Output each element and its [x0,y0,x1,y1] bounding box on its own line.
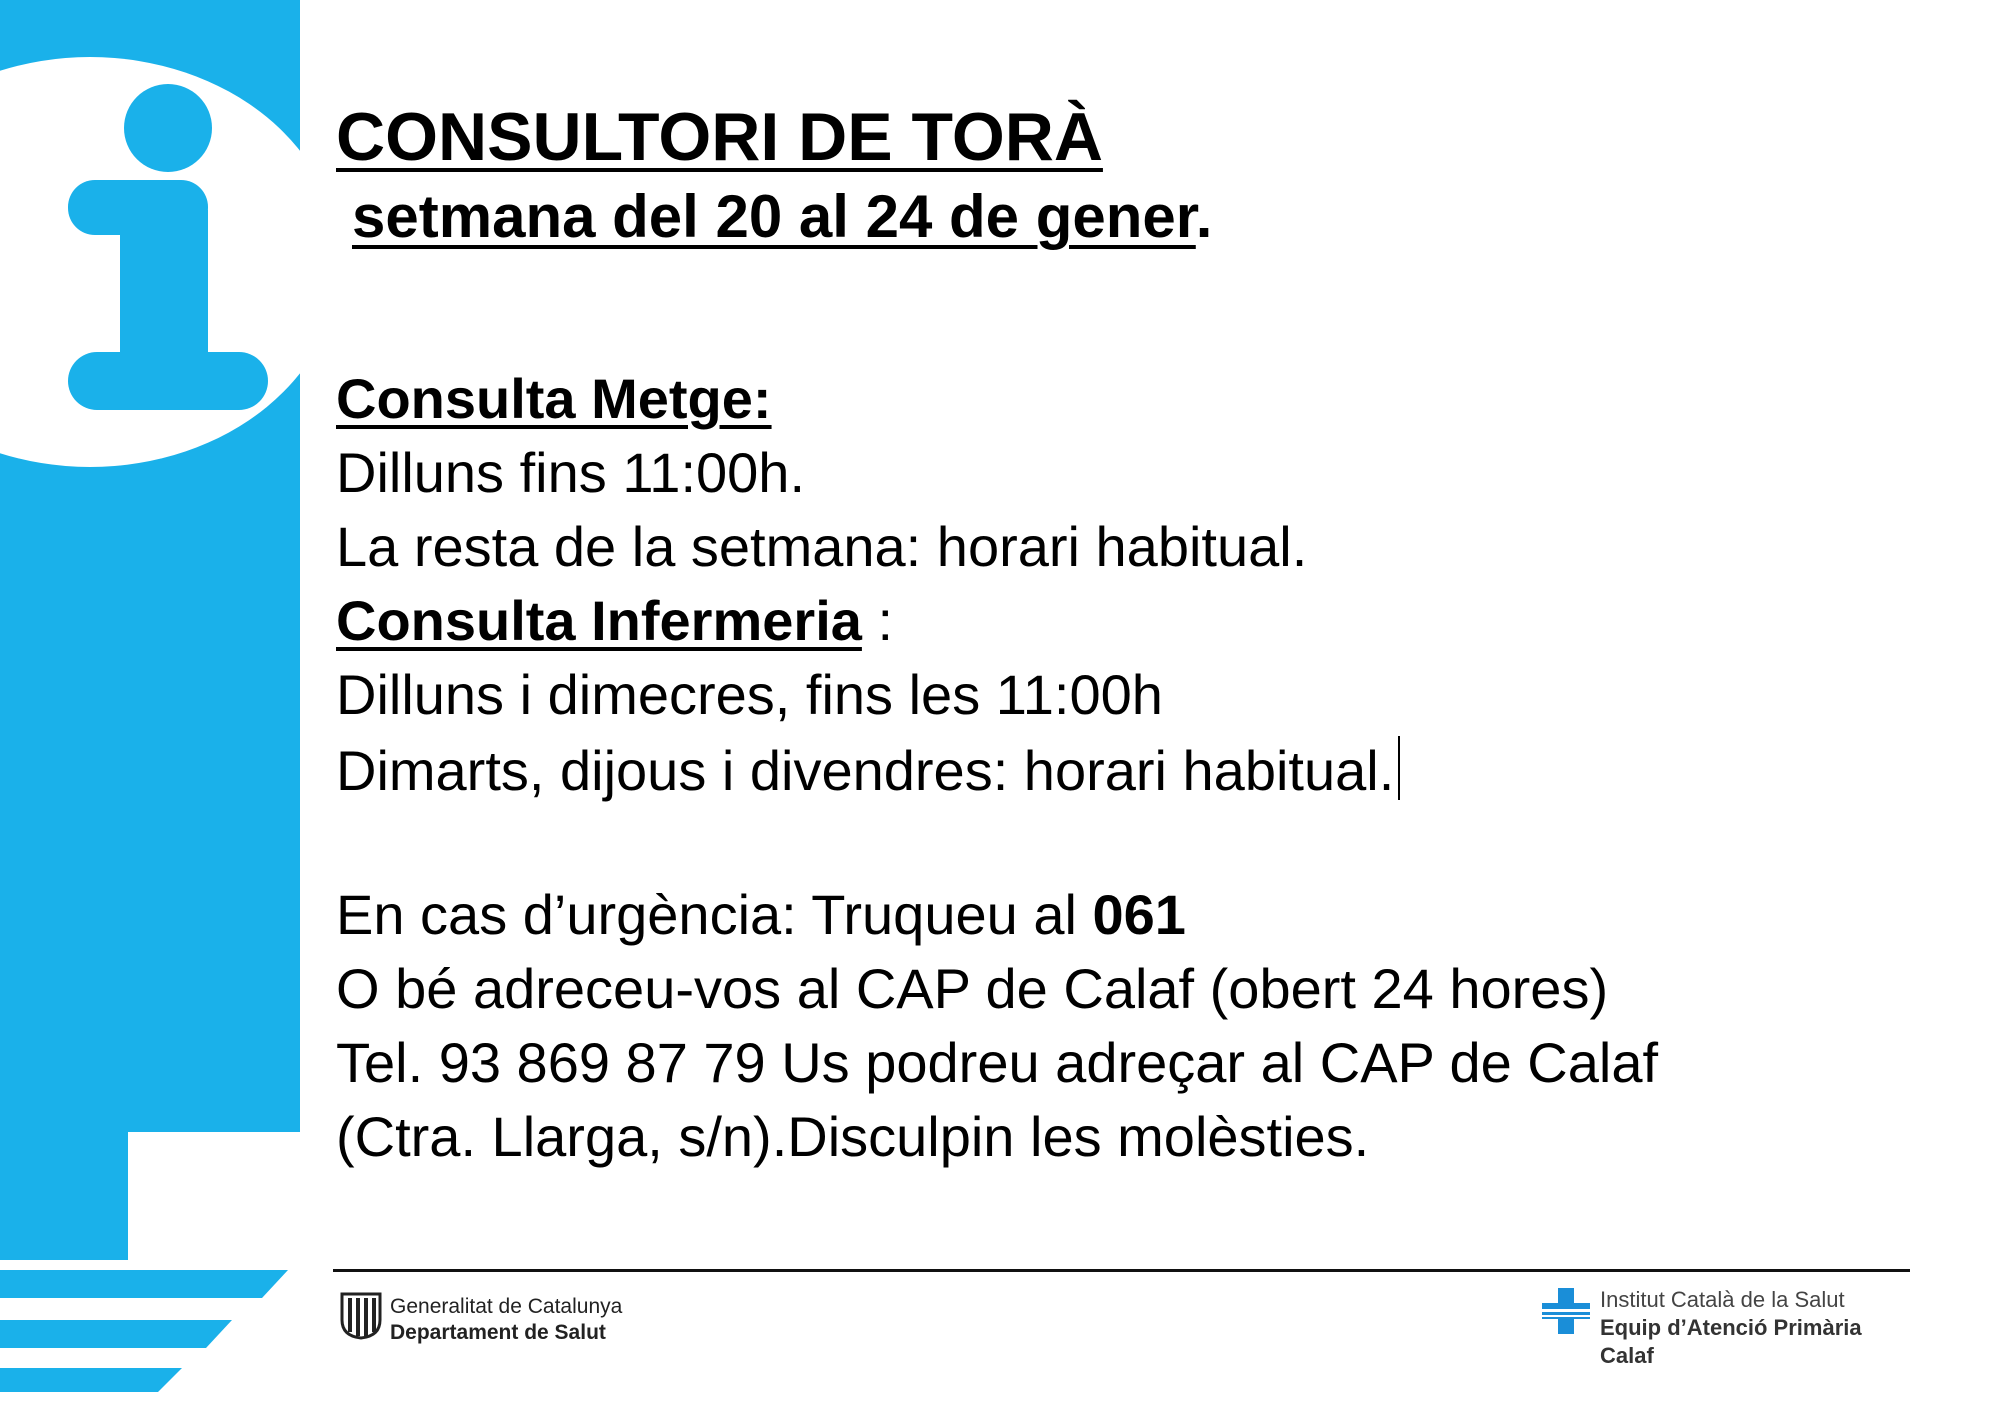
info-i-icon [0,0,300,1417]
metge-schedule-line: La resta de la setmana: horari habitual. [336,515,1308,578]
ics-place: Calaf [1600,1343,1654,1368]
infermeria-schedule-line: Dimarts, dijous i divendres: horari habitual. [336,739,1395,802]
emergency-line: Tel. 93 869 87 79 Us podreu adreçar al CAP de Calaf [336,1031,1659,1094]
text-cursor [1398,736,1400,800]
ics-cross-logo-icon [1540,1286,1596,1336]
infermeria-heading: Consulta Infermeria : [336,589,894,652]
generalitat-name: Generalitat de Catalunya [390,1295,623,1318]
ics-team: Equip d’Atenció Primària [1600,1315,1862,1340]
emergency-line: En cas d’urgència: Truqueu al 061 [336,883,1186,946]
subtitle-period: . [1195,183,1213,250]
infermeria-schedule-line-cursor [336,736,1400,803]
metge-schedule-line: Dilluns fins 11:00h. [336,441,805,504]
metge-heading: Consulta Metge: [336,367,772,430]
emergency-line: (Ctra. Llarga, s/n).Disculpin les molèsties. [336,1105,1370,1168]
emergency-line: O bé adreceu-vos al CAP de Calaf (obert 24 hores) [336,957,1609,1020]
infermeria-schedule-line: Dilluns i dimecres, fins les 11:00h [336,663,1163,726]
page-subtitle [352,182,1212,251]
subtitle-text: setmana del 20 al 24 de gener [352,183,1196,250]
footer-divider [333,1269,1910,1272]
department-name: Departament de Salut [390,1321,606,1344]
page-title: CONSULTORI DE TORÀ [336,99,1103,175]
ics-name: Institut Català de la Salut [1600,1287,1845,1312]
generalitat-logo-icon [338,1290,384,1340]
emergency-number: 061 [1092,883,1186,946]
